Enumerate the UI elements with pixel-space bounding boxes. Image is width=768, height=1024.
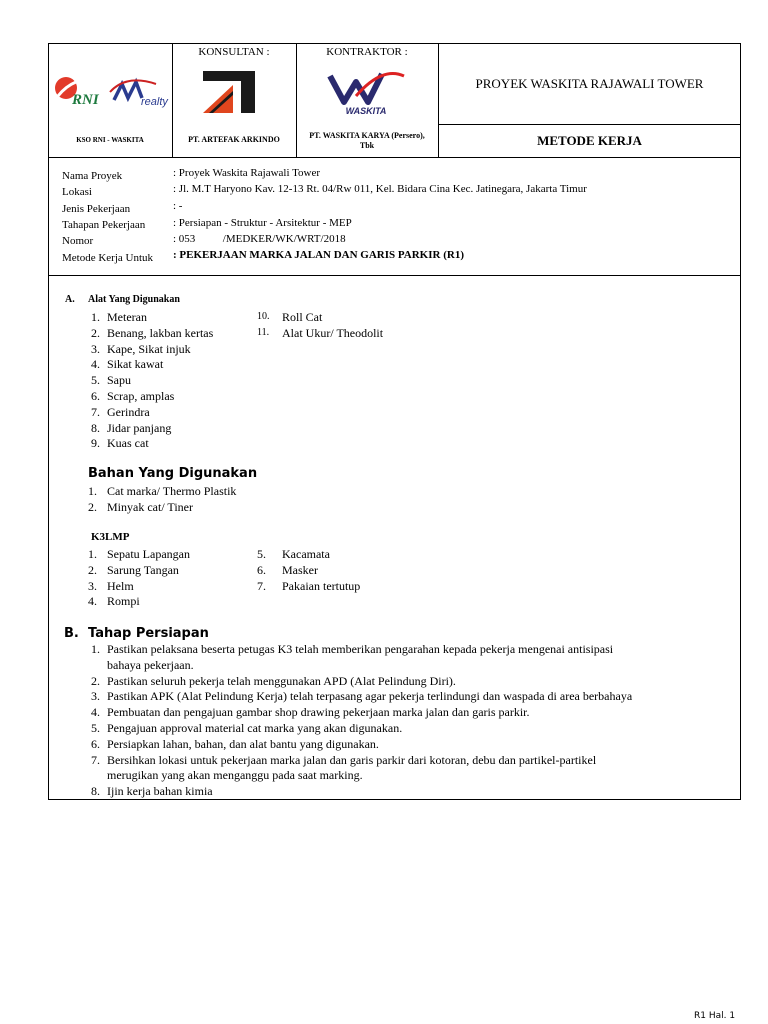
step-number: 3. <box>91 689 100 704</box>
k3-item: Sarung Tangan <box>107 562 179 577</box>
k3-number: 5. <box>257 547 266 561</box>
section-b-title: Tahap Persiapan <box>88 626 209 641</box>
k3-item: Kacamata <box>282 547 330 561</box>
k3-item: Masker <box>282 562 318 577</box>
tool-item: Scrap, amplas <box>107 389 175 403</box>
konsultan-label: KONSULTAN : <box>198 46 270 58</box>
tool-item: Gerindra <box>107 404 150 419</box>
info-value-lokasi: : Jl. M.T Haryono Kav. 12-13 Rt. 04/Rw 011, Kel. Bidara Cina Kec. Jatinegara, Jakarta Timur <box>173 183 587 195</box>
k3-item: Pakaian tertutup <box>282 578 361 593</box>
waskita-logo-text: WASKITA <box>345 106 387 116</box>
header-divider <box>48 157 741 158</box>
info-value-nama-proyek: : Proyek Waskita Rajawali Tower <box>173 167 321 179</box>
info-value-nomor: : 053 /MEDKER/WK/WRT/2018 <box>173 233 346 245</box>
tool-item: Benang, lakban kertas <box>107 325 214 340</box>
tool-item: Kuas cat <box>107 436 149 451</box>
info-label-jenis: Jenis Pekerjaan <box>62 203 131 215</box>
step-text: Persiapkan lahan, bahan, dan alat bantu yang digunakan. <box>107 736 379 751</box>
tool-number: 5. <box>91 373 100 388</box>
k3-number: 3. <box>88 578 97 593</box>
materials-title: Bahan Yang Digunakan <box>88 466 258 481</box>
info-value-tahapan: : Persiapan - Struktur - Arsitektur - MEP <box>173 217 352 229</box>
tool-item: Sikat kawat <box>107 357 164 372</box>
section-a-letter: A. <box>65 294 75 305</box>
material-item: Minyak cat/ Tiner <box>107 499 193 514</box>
tool-number: 6. <box>91 389 100 403</box>
tool-number: 4. <box>91 357 100 372</box>
step-number: 2. <box>91 673 100 688</box>
tool-number: 8. <box>91 420 100 435</box>
waskita-logo <box>326 66 406 110</box>
step-number: 1. <box>91 642 100 656</box>
kontraktor-label: KONTRAKTOR : <box>326 46 408 58</box>
k3-item: Rompi <box>107 594 140 609</box>
step-text: Bersihkan lokasi untuk pekerjaan marka jalan dan garis parkir dari kotoran, debu dan partikel-partikel <box>107 752 597 767</box>
realty-logo-text: realty <box>141 96 168 108</box>
info-label-nama-proyek: Nama Proyek <box>62 170 123 182</box>
kso-caption: KSO RNI - WASKITA <box>76 136 144 144</box>
step-number: 4. <box>91 705 100 720</box>
kso-logo <box>52 70 172 120</box>
doc-title: METODE KERJA <box>537 133 642 148</box>
step-text: Pastikan pelaksana beserta petugas K3 telah memberikan pengarahan kepada pekerja mengenai antisipasi <box>107 642 614 656</box>
material-item: Cat marka/ Thermo Plastik <box>107 484 237 498</box>
tool-number: 10. <box>257 311 270 322</box>
kontraktor-name-line1: PT. WASKITA KARYA (Persero), <box>309 131 425 140</box>
step-text: bahaya pekerjaan. <box>107 657 194 672</box>
rni-logo-text: RNI <box>72 92 99 108</box>
info-label-lokasi: Lokasi <box>62 186 92 198</box>
section-b-letter: B. <box>64 626 79 641</box>
section-a-title: Alat Yang Digunakan <box>88 294 180 305</box>
k3-item: Helm <box>107 578 134 593</box>
k3-item: Sepatu Lapangan <box>107 547 190 561</box>
k3-number: 7. <box>257 578 266 593</box>
info-value-metode: : PEKERJAAN MARKA JALAN DAN GARIS PARKIR (R1) <box>173 249 464 261</box>
tool-item: Roll Cat <box>282 310 323 324</box>
step-text: Pastikan seluruh pekerja telah menggunakan APD (Alat Pelindung Diri). <box>107 673 456 688</box>
tool-number: 9. <box>91 436 100 451</box>
title-divider <box>438 124 741 125</box>
tool-number: 7. <box>91 404 100 419</box>
step-text: Pengajuan approval material cat marka yang akan digunakan. <box>107 721 403 735</box>
k3-title: K3LMP <box>91 531 130 543</box>
info-label-nomor: Nomor <box>62 235 94 247</box>
material-number: 1. <box>88 484 97 498</box>
konsultan-name: PT. ARTEFAK ARKINDO <box>188 135 280 144</box>
tool-item: Meteran <box>107 310 147 324</box>
tool-number: 1. <box>91 310 100 324</box>
project-title: PROYEK WASKITA RAJAWALI TOWER <box>475 76 704 91</box>
tool-number: 2. <box>91 325 100 340</box>
step-text: merugikan yang akan menganggu pada saat marking. <box>107 768 363 783</box>
step-number: 7. <box>91 752 100 767</box>
kontraktor-name-line2: Tbk <box>359 141 375 150</box>
step-number: 5. <box>91 721 100 735</box>
tool-number: 11. <box>257 326 270 338</box>
info-divider <box>48 275 741 276</box>
k3-number: 2. <box>88 562 97 577</box>
k3-number: 6. <box>257 562 266 577</box>
tool-item: Sapu <box>107 373 131 388</box>
tool-item: Jidar panjang <box>107 420 172 435</box>
material-number: 2. <box>88 499 97 514</box>
info-label-metode: Metode Kerja Untuk <box>62 252 154 264</box>
step-number: 6. <box>91 736 100 751</box>
k3-number: 1. <box>88 547 97 561</box>
artefak-logo <box>203 71 255 113</box>
step-text: Ijin kerja bahan kimia <box>107 784 213 799</box>
step-number: 8. <box>91 784 100 799</box>
tool-item: Kape, Sikat injuk <box>107 341 191 356</box>
tool-item: Alat Ukur/ Theodolit <box>282 325 384 340</box>
k3-number: 4. <box>88 594 97 609</box>
step-text: Pastikan APK (Alat Pelindung Kerja) telah terpasang agar pekerja terlindungi dan waspada di area berbahaya <box>107 689 633 704</box>
step-text: Pembuatan dan pengajuan gambar shop drawing pekerjaan marka jalan dan garis parkir. <box>107 705 530 720</box>
info-value-jenis: : - <box>173 200 183 212</box>
tool-number: 3. <box>91 341 100 356</box>
info-label-tahapan: Tahapan Pekerjaan <box>62 219 146 231</box>
page-number: R1 Hal. 1 <box>694 1011 736 1021</box>
